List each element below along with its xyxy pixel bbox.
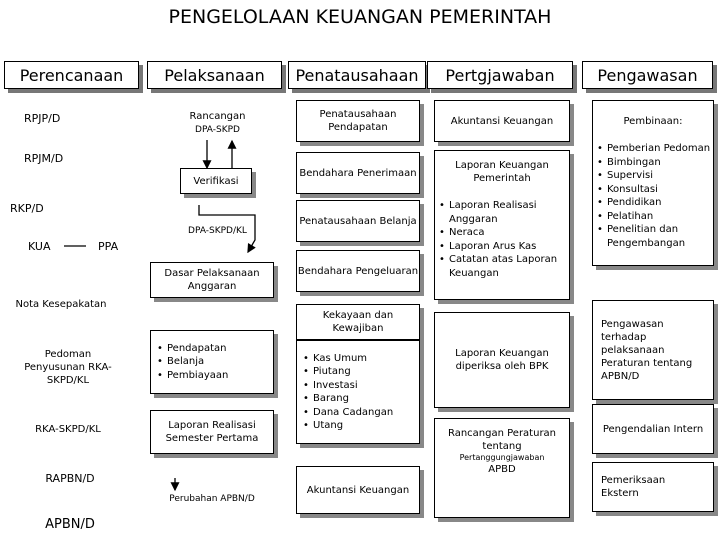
dpa-skpd-kl-label: DPA-SKPD/KL [188,226,247,236]
rpjpd-label: RPJP/D [24,112,61,125]
pengawasan-pelaksanaan-box [592,300,714,400]
rancangan-line3: APBD [488,464,516,476]
kekayaan-kewajiban-box: Kekayaan dan Kewajiban [296,304,420,340]
pelaksanaan-item: • Pembiayaan [167,369,228,383]
penatausahaan-item: • Kas Umum [313,352,393,366]
column-header-perencanaan: Perencanaan [4,61,139,89]
pengawasan-pelaksanaan-text: Pengawasan terhadap pelaksanaan Peraturan tentang APBN/D [601,318,693,382]
pembinaan-item: • Penelitian dan Pengembangan [607,223,713,250]
rancangan-line2: Pertanggungjawaban [459,453,545,462]
laporan-item: • Laporan Arus Kas [449,240,569,254]
pembinaan-item: • Supervisi [607,169,713,183]
pembinaan-item: • Pemberian Pedoman [607,142,713,156]
pembinaan-box [592,100,714,266]
rancangan-line1: Rancangan Peraturan tentang [447,428,557,452]
pembinaan-item: • Pelatihan [607,210,713,224]
penatausahaan-item: • Dana Cadangan [313,406,393,420]
pengendalian-intern-box: Pengendalian Intern [592,404,714,454]
pelaksanaan-items-list [155,342,228,383]
penatausahaan-belanja-box: Penatausahaan Belanja [296,200,420,242]
bendahara-pengeluaran-box: Bendahara Pengeluaran [296,250,420,292]
column-header-penatausahaan: Penatausahaan [288,61,426,89]
pemeriksaan-ekstern-box [592,462,714,512]
column-header-pertanggungjawaban: Pertgjawaban [427,61,573,89]
pedoman-penyusunan-label: Pedoman Penyusunan RKA-SKPD/KL [24,349,112,386]
dpa-skpd-label: DPA-SKPD [195,125,240,135]
bendahara-penerimaan-box: Bendahara Penerimaan [296,152,420,194]
laporan-item: • Neraca [449,226,569,240]
akuntansi-keuangan-box: Akuntansi Keuangan [296,466,420,514]
ppa-label: PPA [98,240,119,253]
laporan-item: • Catatan atas Laporan Keuangan [449,253,569,280]
laporan-pemerintah-heading: Laporan Keuangan Pemerintah [455,160,549,184]
perubahan-apbn-label: Perubahan APBN/D [169,494,255,504]
rancangan-peraturan-box [434,418,570,518]
apbn-label: APBN/D [45,517,95,532]
penatausahaan-items-list [301,352,393,433]
penatausahaan-item: • Investasi [313,379,393,393]
akuntansi-keuangan-pj-box: Akuntansi Keuangan [434,100,570,142]
penatausahaan-item: • Barang [313,392,393,406]
penatausahaan-pendapatan-box: Penatausahaan Pendapatan [296,100,420,142]
pembinaan-heading: Pembinaan: [623,116,683,127]
penatausahaan-items-box [296,340,420,444]
penatausahaan-item: • Piutang [313,365,393,379]
pembinaan-item: • Konsultasi [607,183,713,197]
rancangan-label: Rancangan [189,111,246,122]
diperiksa-bpk-box: Laporan Keuangan diperiksa oleh BPK [434,312,570,408]
pembinaan-item: • Bimbingan [607,156,713,170]
diagram-title: PENGELOLAAN KEUANGAN PEMERINTAH [168,6,552,28]
laporan-item: • Laporan Realisasi Anggaran [449,199,569,226]
pemeriksaan-ekstern-text: Pemeriksaan Ekstern [601,475,666,499]
rka-skpd-label: RKA-SKPD/KL [35,424,101,435]
pelaksanaan-item: • Pendapatan [167,342,228,356]
pelaksanaan-items-box [150,330,274,394]
kua-label: KUA [28,240,51,253]
penatausahaan-item: • Utang [313,419,393,433]
laporan-semester-box: Laporan Realisasi Semester Pertama [150,410,274,454]
laporan-items-list [435,199,569,280]
rkpd-label: RKP/D [10,202,44,215]
rpjmd-label: RPJM/D [24,152,64,165]
column-header-pengawasan: Pengawasan [582,61,713,89]
verifikasi-box: Verifikasi [180,168,252,194]
laporan-keuangan-pemerintah-box [434,150,570,300]
pelaksanaan-item: • Belanja [167,355,228,369]
dasar-pelaksanaan-box: Dasar Pelaksanaan Anggaran [150,262,274,298]
column-header-pelaksanaan: Pelaksanaan [147,61,282,89]
pembinaan-items-list [593,142,713,250]
pembinaan-item: • Pendidikan [607,196,713,210]
nota-kesepakatan-label: Nota Kesepakatan [15,299,107,310]
rapbn-label: RAPBN/D [45,472,95,485]
